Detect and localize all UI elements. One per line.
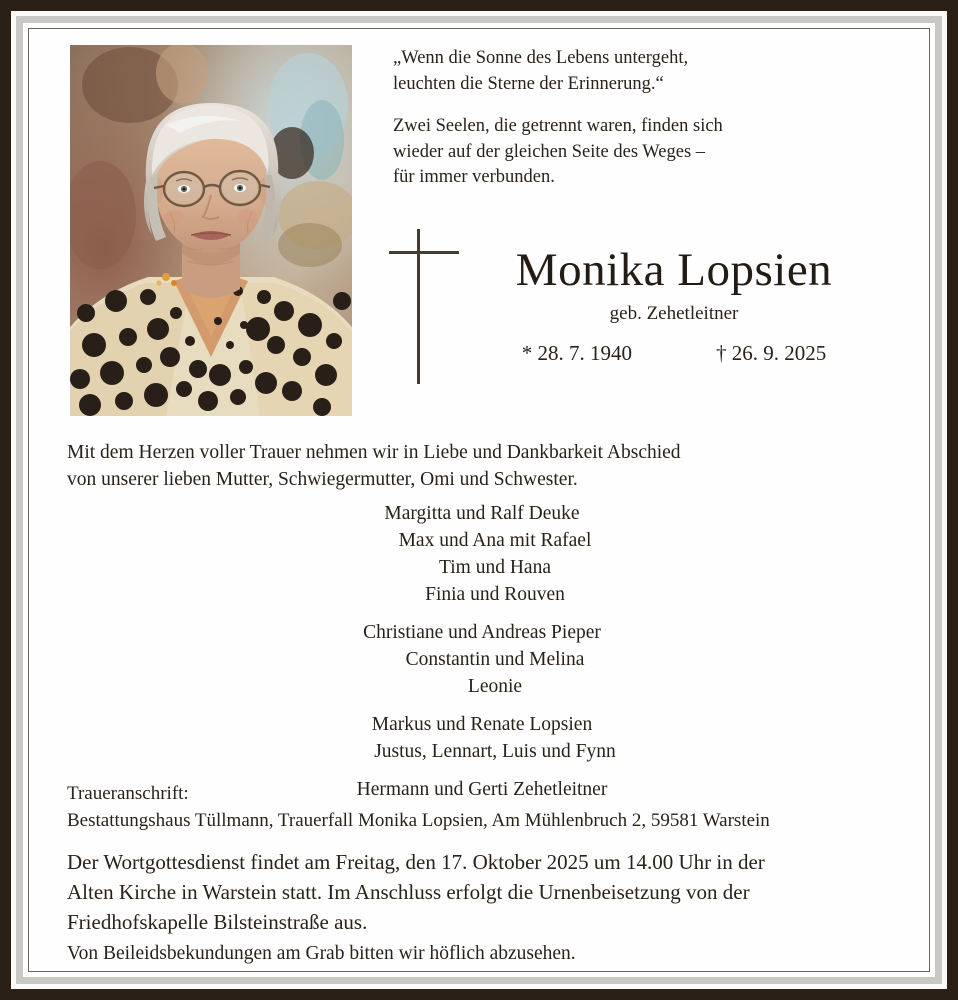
family-head: Christiane und Andreas Pieper bbox=[363, 622, 601, 643]
intro-line: Mit dem Herzen voller Trauer nehmen wir in Liebe und Dankbarkeit Abschied bbox=[67, 442, 681, 463]
closing-line: Von Beileidsbekundungen am Grab bitten wir höflich abzusehen. bbox=[67, 943, 576, 964]
quote-line: „Wenn die Sonne des Lebens untergeht, bbox=[393, 48, 689, 68]
family-group bbox=[67, 500, 897, 608]
family-sub: Justus, Lennart, Luis und Fynn bbox=[374, 741, 616, 762]
deceased-name: Monika Lopsien bbox=[515, 244, 833, 296]
family-head: Hermann und Gerti Zehetleitner bbox=[356, 779, 608, 800]
death-date: † 26. 9. 2025 bbox=[716, 341, 827, 365]
cross-stem bbox=[417, 229, 420, 384]
obituary-notice bbox=[29, 29, 929, 971]
family-list bbox=[67, 500, 897, 804]
mourning-address bbox=[67, 780, 907, 834]
quote-line: für immer verbunden. bbox=[393, 167, 555, 187]
intro-line: von unserer lieben Mutter, Schwiegermutter, Omi und Schwester. bbox=[67, 469, 578, 490]
address-label: Traueranschrift: bbox=[67, 783, 189, 804]
family-sub: Max und Ana mit Rafael bbox=[398, 530, 592, 551]
closing-request bbox=[67, 940, 905, 968]
family-group bbox=[67, 619, 897, 700]
portrait-photo bbox=[70, 45, 352, 416]
life-dates bbox=[429, 340, 919, 367]
family-head: Markus und Renate Lopsien bbox=[371, 714, 593, 735]
memorial-quote bbox=[393, 46, 913, 191]
service-details bbox=[67, 847, 905, 937]
quote-spacer bbox=[393, 97, 913, 114]
maiden-name: geb. Zehetleitner bbox=[609, 303, 739, 324]
quote-line: leuchten die Sterne der Erinnerung.“ bbox=[393, 73, 664, 94]
family-sub: Finia und Rouven bbox=[425, 584, 565, 605]
family-head: Margitta und Ralf Deuke bbox=[384, 503, 580, 524]
deceased-identity bbox=[429, 241, 919, 367]
family-sub: Leonie bbox=[467, 676, 523, 697]
birth-date: * 28. 7. 1940 bbox=[521, 341, 632, 365]
portrait-illustration bbox=[70, 45, 352, 416]
family-group bbox=[67, 711, 897, 765]
family-sub: Constantin und Melina bbox=[405, 649, 585, 670]
quote-line: Zwei Seelen, die getrennt waren, finden sich bbox=[393, 116, 723, 136]
service-line: Alten Kirche in Warstein statt. Im Anschluss erfolgt die Urnenbeisetzung von der bbox=[67, 880, 750, 904]
quote-line: wieder auf der gleichen Seite des Weges – bbox=[393, 141, 706, 162]
service-line: Der Wortgottesdienst findet am Freitag, den 17. Oktober 2025 um 14.00 Uhr in der bbox=[67, 850, 765, 874]
family-sub: Tim und Hana bbox=[439, 557, 551, 578]
service-line: Friedhofskapelle Bilsteinstraße aus. bbox=[67, 910, 368, 934]
address-value: Bestattungshaus Tüllmann, Trauerfall Monika Lopsien, Am Mühlenbruch 2, 59581 Warstein bbox=[67, 810, 770, 831]
mourning-intro bbox=[67, 439, 897, 493]
